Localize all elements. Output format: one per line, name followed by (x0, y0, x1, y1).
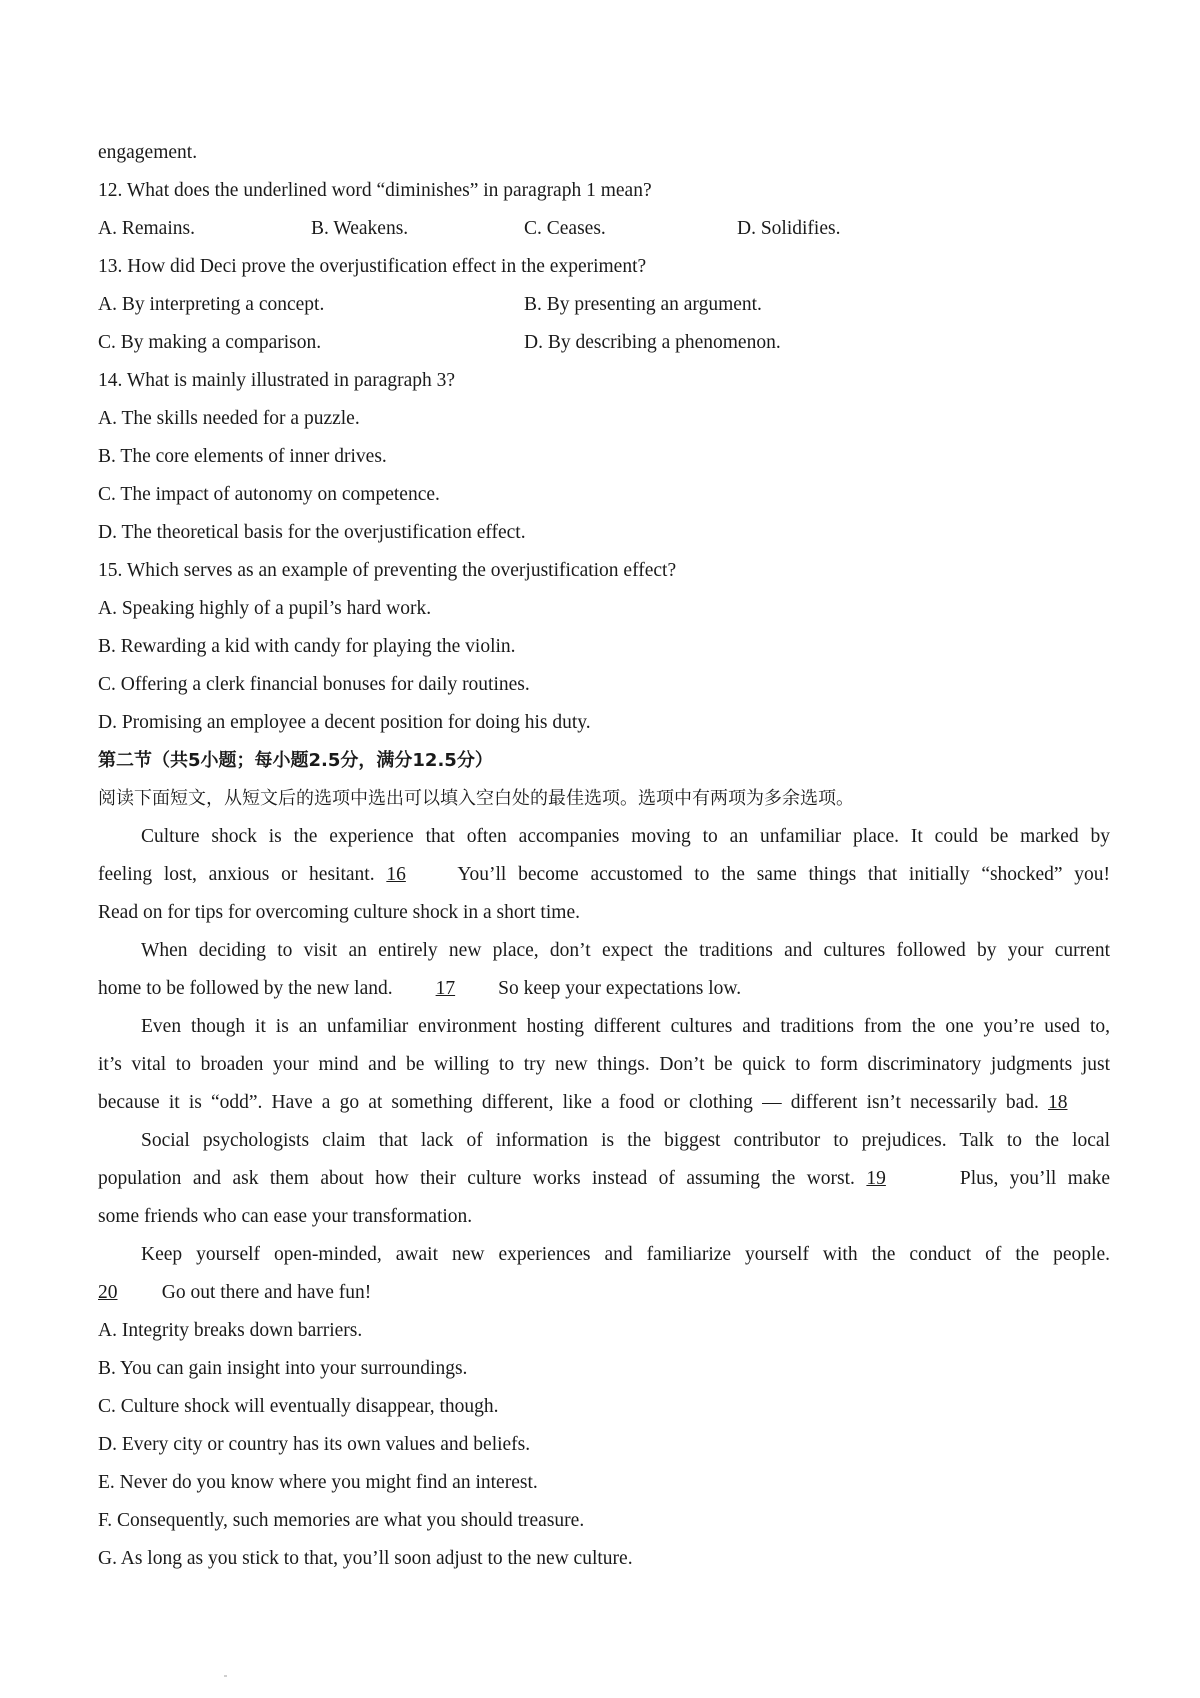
passage-text: Plus, you’ll make (959, 1168, 1111, 1189)
question-13-options-row1 (98, 292, 1110, 318)
passage-line: Culture shock is the experience that often accompanies moving to an unfamiliar place. It could be marked by (141, 826, 1110, 847)
section-title: 第二节（共5小题；每小题2.5分，满分12.5分） (98, 750, 493, 771)
passage-line (98, 976, 1110, 1002)
option-c: C. Offering a clerk financial bonuses for daily routines. (98, 674, 530, 695)
option-a: A. Speaking highly of a pupil’s hard work. (98, 598, 432, 619)
passage-line: Even though it is an unfamiliar environment hosting different cultures and traditions from the one you’re used to, (141, 1016, 1110, 1037)
option-c: C. The impact of autonomy on competence. (98, 484, 440, 505)
passage-text: home to be followed by the new land. (98, 978, 393, 999)
option-d: D. By describing a phenomenon. (524, 332, 781, 353)
passage-line: Social psychologists claim that lack of information is the biggest contributor to prejudices. Talk to the local (141, 1130, 1110, 1151)
choice-f: F. Consequently, such memories are what you should treasure. (98, 1510, 585, 1531)
passage-line (98, 862, 1110, 888)
passage-line: some friends who can ease your transformation. (98, 1206, 473, 1227)
question-15: 15. Which serves as an example of preventing the overjustification effect? (98, 560, 677, 581)
choice-a: A. Integrity breaks down barriers. (98, 1320, 363, 1341)
option-b: B. By presenting an argument. (524, 294, 762, 315)
question-14: 14. What is mainly illustrated in paragraph 3? (98, 370, 456, 391)
choice-b: B. You can gain insight into your surroundings. (98, 1358, 468, 1379)
option-b: B. The core elements of inner drives. (98, 446, 387, 467)
passage-text: because it is “odd”. Have a go at something different, like a food or clothing — different isn’t necessarily bad. (98, 1092, 1039, 1113)
option-c: C. By making a comparison. (98, 332, 322, 353)
option-b: B. Rewarding a kid with candy for playing the violin. (98, 636, 516, 657)
question-13: 13. How did Deci prove the overjustification effect in the experiment? (98, 256, 647, 277)
passage-line (98, 1166, 1110, 1192)
passage-text: You’ll become accustomed to the same things that initially “shocked” you! (457, 864, 1111, 885)
choice-c: C. Culture shock will eventually disappear, though. (98, 1396, 499, 1417)
question-12-options (98, 216, 1110, 242)
passage-line (98, 1090, 1110, 1116)
passage-text: So keep your expectations low. (498, 978, 742, 999)
option-a: A. The skills needed for a puzzle. (98, 408, 360, 429)
passage-line: When deciding to visit an entirely new place, don’t expect the traditions and cultures followed by your current (141, 940, 1110, 961)
option-b: B. Weakens. (311, 218, 409, 239)
passage-text: Go out there and have fun! (161, 1282, 372, 1303)
option-d: D. The theoretical basis for the overjustification effect. (98, 522, 526, 543)
option-d: D. Solidifies. (737, 218, 841, 239)
passage-line: it’s vital to broaden your mind and be willing to try new things. Don’t be quick to form discriminatory judgments just (98, 1054, 1110, 1075)
passage-line: Read on for tips for overcoming culture shock in a short time. (98, 902, 580, 923)
passage-line (98, 1280, 1110, 1306)
choice-g: G. As long as you stick to that, you’ll soon adjust to the new culture. (98, 1548, 633, 1569)
option-a: A. Remains. (98, 218, 195, 239)
question-13-options-row2 (98, 330, 1110, 356)
blank-20: 20 (98, 1282, 118, 1303)
blank-19: 19 (866, 1168, 886, 1189)
passage-text: feeling lost, anxious or hesitant. (98, 864, 375, 885)
footer-mark (224, 1675, 227, 1677)
section-instruction: 阅读下面短文，从短文后的选项中选出可以填入空白处的最佳选项。选项中有两项为多余选项。 (98, 788, 854, 809)
option-d: D. Promising an employee a decent position for doing his duty. (98, 712, 591, 733)
question-12: 12. What does the underlined word “diminishes” in paragraph 1 mean? (98, 180, 652, 201)
blank-18: 18 (1048, 1092, 1068, 1113)
choice-d: D. Every city or country has its own values and beliefs. (98, 1434, 531, 1455)
option-c: C. Ceases. (524, 218, 606, 239)
passage-line: Keep yourself open-minded, await new experiences and familiarize yourself with the conduct of the people. (141, 1244, 1110, 1265)
option-a: A. By interpreting a concept. (98, 294, 325, 315)
passage-text: population and ask them about how their culture works instead of assuming the worst. (98, 1168, 855, 1189)
text-line: engagement. (98, 142, 198, 163)
blank-17: 17 (435, 978, 456, 999)
blank-16: 16 (386, 864, 406, 885)
choice-e: E. Never do you know where you might find an interest. (98, 1472, 538, 1493)
